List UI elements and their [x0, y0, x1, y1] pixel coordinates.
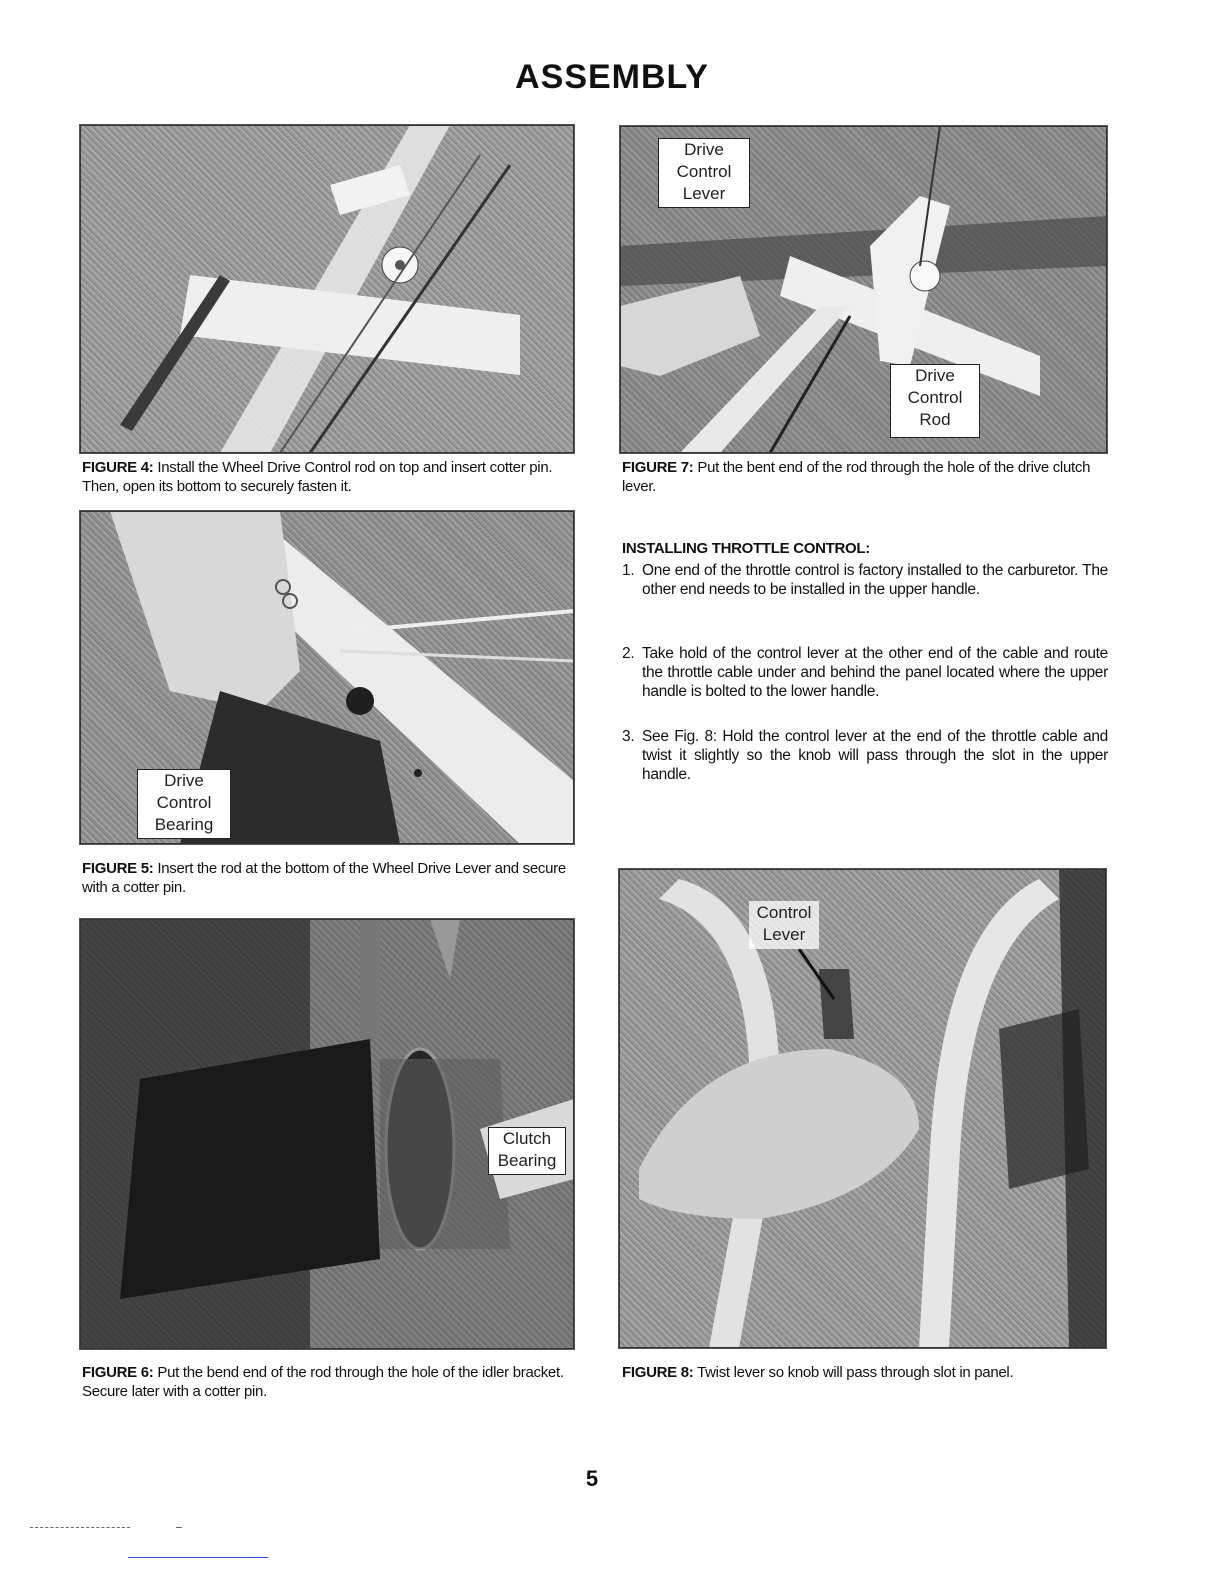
figure-7-caption: [622, 458, 1108, 496]
throttle-section-heading: INSTALLING THROTTLE CONTROL:: [622, 540, 870, 557]
step-text: Take hold of the control lever at the other end of the cable and route the throttle cable under and behind the panel located where the upper handle is bolted to the lower handle.: [642, 645, 1108, 700]
figure-8-photo: [618, 868, 1107, 1349]
figure-4-caption-label: FIGURE 4:: [82, 459, 154, 476]
figure-8-illustration: [619, 869, 1106, 1348]
figure-4-illustration: [80, 125, 574, 453]
figure-4-caption: [82, 458, 576, 496]
figure-5-caption-text: Insert the rod at the bottom of the Wheel Drive Lever and secure with a cotter pin.: [82, 860, 566, 896]
throttle-step-1: [622, 561, 1108, 599]
step-number: 1.: [622, 562, 635, 579]
figure-4-photo: [79, 124, 575, 454]
step-text: One end of the throttle control is factory installed to the carburetor. The other end needs to be installed in the upper handle.: [642, 562, 1108, 598]
throttle-step-3: [622, 727, 1108, 784]
figure-7-caption-label: FIGURE 7:: [622, 459, 694, 476]
scan-artifact-line: [176, 1527, 182, 1528]
figure-6-callout-clutch-bearing: Clutch Bearing: [488, 1127, 566, 1175]
figure-5-caption-label: FIGURE 5:: [82, 860, 154, 877]
figure-8-caption: [622, 1363, 1108, 1382]
figure-7-callout-drive-control-rod: Drive Control Rod: [890, 364, 980, 438]
throttle-step-2: [622, 644, 1108, 701]
figure-7-caption-text: Put the bent end of the rod through the hole of the drive clutch lever.: [622, 459, 1091, 495]
figure-5-caption: [82, 859, 576, 897]
figure-5-callout-drive-control-bearing: Drive Control Bearing: [137, 769, 231, 839]
figure-6-caption-text: Put the bend end of the rod through the hole of the idler bracket. Secure later with a cotter pin.: [82, 1364, 564, 1400]
figure-8-caption-text: Twist lever so knob will pass through slot in panel.: [697, 1364, 1014, 1381]
scan-artifact-line: [30, 1527, 130, 1528]
figure-6-caption: [82, 1363, 576, 1401]
page-title: ASSEMBLY: [515, 58, 709, 96]
figure-6-photo: [79, 918, 575, 1350]
figure-7-callout-drive-control-lever: Drive Control Lever: [658, 138, 750, 208]
figure-8-callout-control-lever: Control Lever: [749, 901, 819, 949]
figure-6-caption-label: FIGURE 6:: [82, 1364, 154, 1381]
step-number: 2.: [622, 645, 635, 662]
figure-4-caption-text: Install the Wheel Drive Control rod on top and insert cotter pin. Then, open its bottom to securely fasten it.: [82, 459, 553, 495]
figure-5-photo: [79, 510, 575, 845]
page-number: 5: [585, 1466, 599, 1491]
step-text: See Fig. 8: Hold the control lever at the end of the throttle cable and twist it slightly so the knob will pass through the slot in the upper handle.: [642, 728, 1108, 783]
step-number: 3.: [622, 728, 635, 745]
figure-7-photo: [619, 125, 1108, 454]
footer-rule: [128, 1557, 268, 1558]
figure-8-caption-label: FIGURE 8:: [622, 1364, 694, 1381]
